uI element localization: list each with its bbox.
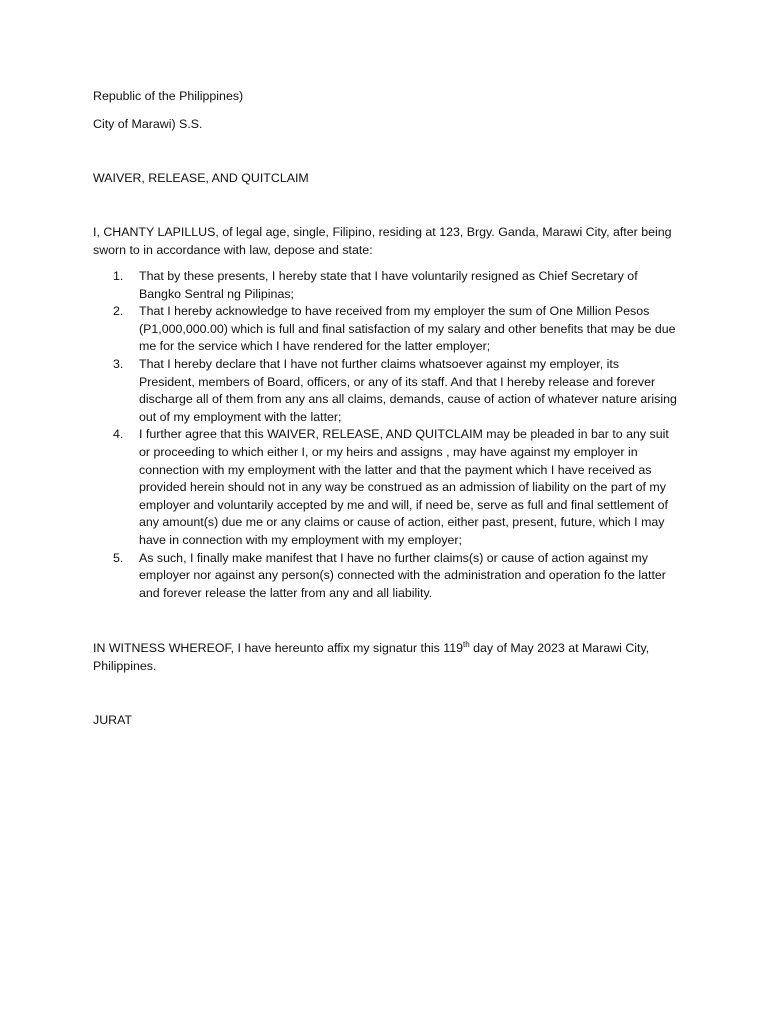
item-text: That I hereby acknowledge to have received from my employer the sum of One Million Pesos (P1,000,000.00) which is full and final satisfaction of my salary and other benefits that may be due me for the service which I have rendered for the latter employer; xyxy=(139,304,676,354)
list-item xyxy=(93,426,678,549)
item-number: 3. xyxy=(113,356,124,371)
statements-list xyxy=(93,268,678,602)
item-text: As such, I finally make manifest that I have no further claims(s) or cause of action against my employer nor against any person(s) connected with the administration and operation fo the latter and forever release the latter from any and all liability. xyxy=(139,550,666,600)
witness-paragraph xyxy=(93,640,678,675)
item-number: 2. xyxy=(113,304,124,319)
list-item xyxy=(93,550,678,603)
list-item xyxy=(93,356,678,426)
list-item xyxy=(93,303,678,356)
item-number: 5. xyxy=(113,550,124,565)
item-text: That I hereby declare that I have not further claims whatsoever against my employer, its President, members of Board, officers, or any of its staff. And that I hereby release and forever discharge all of them from any ans all claims, demands, cause of action of whatever nature arising out of my employment with the latter; xyxy=(139,356,677,424)
intro-paragraph xyxy=(93,224,678,259)
item-text: That by these presents, I hereby state that I have voluntarily resigned as Chief Secretary of Bangko Sentral ng Pilipinas; xyxy=(139,269,638,301)
item-number: 1. xyxy=(113,269,124,283)
witness-text-after: day of May 2023 at Marawi City, Philippines. xyxy=(93,641,650,673)
item-text: I further agree that this WAIVER, RELEASE, AND QUITCLAIM may be pleaded in bar to any suit or proceeding to which either I, or my heirs and assigns , may have against my employer in connection with my employment with the latter and that the payment which I have received as provided herein should not in any way be construed as an admission of liability on the part of my employer and voluntarily accepted by me and will, if need be, serve as full and final settlement of any amount(s) due me or any claims or cause of action, either past, present, future, which I may have in connection with my employment with my employer; xyxy=(139,427,669,547)
header-republic: Republic of the Philippines) xyxy=(93,89,244,103)
item-number: 4. xyxy=(113,427,124,442)
document-title: WAIVER, RELEASE, AND QUITCLAIM xyxy=(93,171,309,185)
witness-text-before: IN WITNESS WHEREOF, I have hereunto affix my signatur this 119 xyxy=(93,641,464,655)
ordinal-suffix: th xyxy=(463,639,470,649)
list-item xyxy=(93,268,678,303)
jurat-heading: JURAT xyxy=(93,713,133,727)
header-city: City of Marawi) S.S. xyxy=(93,117,203,131)
witness-text xyxy=(93,640,678,675)
intro-text: I, CHANTY LAPILLUS, of legal age, single, Filipino, residing at 123, Brgy. Ganda, Marawi City, after being sworn to in accordance with law, depose and state: xyxy=(93,225,672,257)
